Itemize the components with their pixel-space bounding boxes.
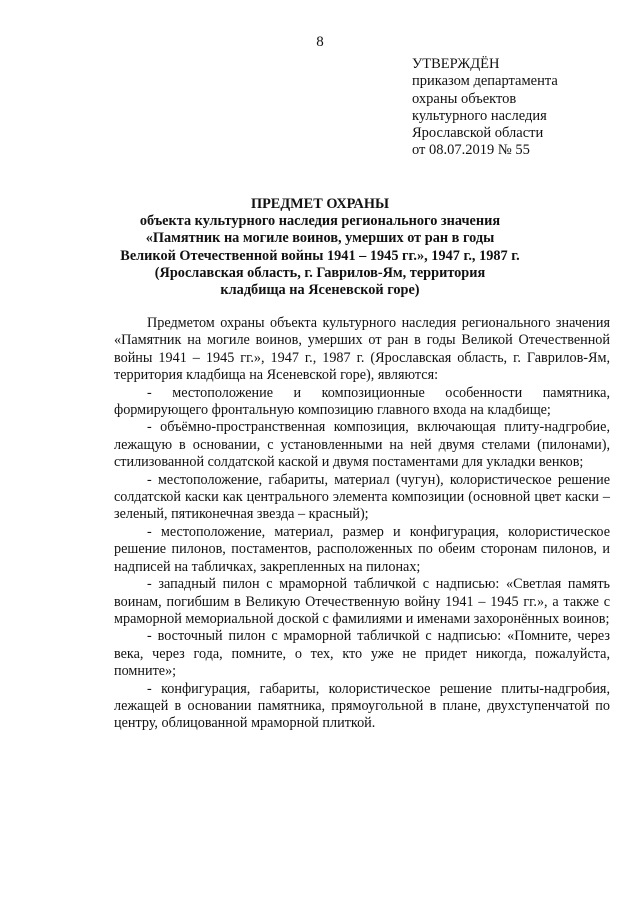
list-item: - конфигурация, габариты, колористическое решение плиты-надгробия, лежащей в основании памятника, прямоугольной в плане, двухступенчатой по центру, облицованной мраморной плиткой.	[114, 680, 610, 732]
heading-line: (Ярославская область, г. Гаврилов-Ям, территория	[154, 264, 486, 281]
list-item: - местоположение, габариты, материал (чугун), колористическое решение солдатской каски как центрального элемента композиции (основной цвет каски – зеленый, пятиконечная звезда – красный);	[114, 471, 610, 523]
approval-line: Ярославской области	[412, 125, 544, 142]
approval-stamp	[412, 56, 627, 160]
heading-line: кладбища на Ясеневской горе)	[220, 282, 420, 299]
approval-line: культурного наследия	[412, 107, 547, 124]
heading-line: «Памятник на могиле воинов, умерших от ран в годы	[145, 230, 495, 247]
intro-paragraph: Предметом охраны объекта культурного наследия регионального значения «Памятник на могиле воинов, умерших от ран в годы Великой Отечественной войны 1941 – 1945 гг.», 1947 г., 1987 г. (Ярославская область, г. Гаврилов-Ям, территория кладбища на Ясеневской горе), являются:	[114, 315, 610, 384]
list-item: - объёмно-пространственная композиция, включающая плиту-надгробие, лежащую в основании, с установленными на ней двумя стелами (пилонами), стилизованной солдатской каской и двумя постаментами для укладки венков;	[114, 419, 610, 471]
document-body	[114, 315, 610, 733]
list-item: - восточный пилон с мраморной табличкой с надписью: «Помните, через века, через года, помните, о тех, кто уже не придет никогда, пожалуйста, помните»;	[114, 628, 610, 680]
list-item: - местоположение и композиционные особенности памятника, формирующего фронтальную композицию главного входа на кладбище;	[114, 384, 610, 419]
approval-line: от 08.07.2019 № 55	[412, 142, 530, 159]
approval-line: охраны объектов	[412, 90, 517, 107]
document-heading	[60, 196, 580, 299]
approval-line: приказом департамента	[412, 73, 558, 90]
approval-line: УТВЕРЖДЁН	[412, 56, 500, 72]
heading-title: ПРЕДМЕТ ОХРАНЫ	[250, 196, 390, 212]
heading-line: объекта культурного наследия регионального значения	[139, 213, 501, 230]
list-item: - западный пилон с мраморной табличкой с надписью: «Светлая память воинам, погибшим в Великую Отечественную войну 1941 – 1945 гг.», а также с мраморной мемориальной доской с фамилиями и именами захоронённых воинов;	[114, 576, 610, 627]
heading-line: Великой Отечественной войны 1941 – 1945 гг.», 1947 г., 1987 г.	[120, 247, 520, 264]
page-number: 8	[316, 34, 324, 50]
list-item: - местоположение, материал, размер и конфигурация, колористическое решение пилонов, постаментов, расположенных по обеим сторонам пилонов, и надписей на табличках, закрепленных на пилонах;	[114, 523, 610, 575]
